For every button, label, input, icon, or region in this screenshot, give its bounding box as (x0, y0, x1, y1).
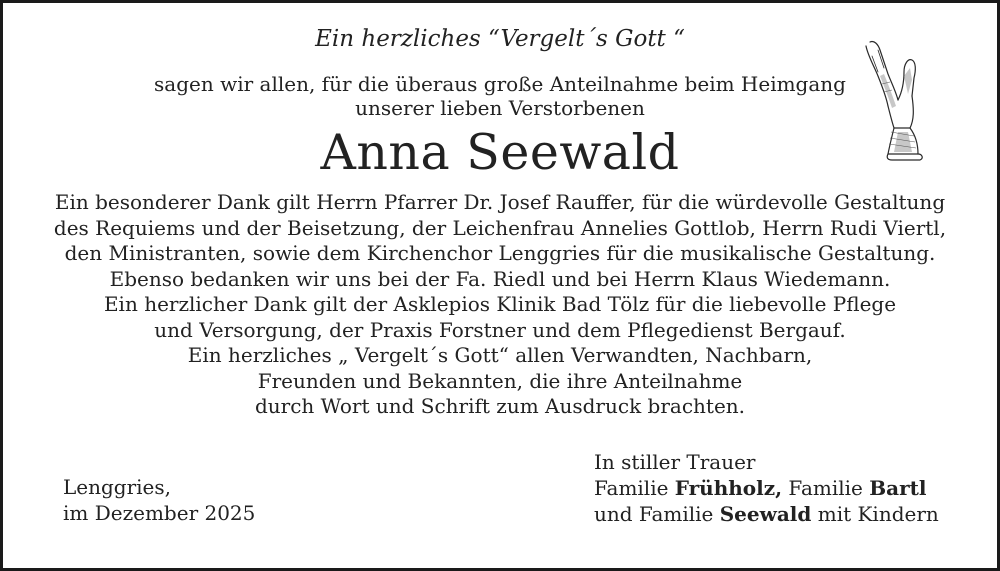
families-text: Familie (782, 476, 870, 500)
thanks-text (0, 190, 1000, 420)
family-name-bartl: Bartl (869, 476, 927, 500)
thanks-line: Ein besonderer Dank gilt Herrn Pfarrer Dr. Josef Rauffer, für die würdevolle Gestaltung (54, 190, 946, 214)
thanks-line: Ebenso bedanken wir uns bei der Fa. Riedl und bei Herrn Klaus Wiedemann. (109, 266, 891, 291)
headline: Ein herzliches “Vergelt´s Gott “ (315, 26, 685, 52)
families-line-2 (594, 501, 939, 527)
families-text: Familie (594, 476, 675, 500)
intro-line-1: sagen wir allen, für die überaus große Anteilnahme beim Heimgang (154, 72, 846, 96)
families-text: und Familie (594, 502, 720, 526)
thanks-line: Freunden und Bekannten, die ihre Anteilnahme (257, 368, 743, 393)
place-date (63, 474, 255, 526)
thanks-line: und Versorgung, der Praxis Forstner und dem Pflegedienst Bergauf. (154, 317, 846, 342)
deceased-name: Anna Seewald (320, 124, 680, 181)
place: Lenggries, (63, 475, 172, 499)
mourners-signature (594, 449, 939, 527)
thanks-line: Ein herzliches „ Vergelt´s Gott“ allen Verwandten, Nachbarn, (187, 343, 813, 367)
intro-line-2: unserer lieben Verstorbenen (355, 96, 645, 120)
family-name-seewald: Seewald (719, 502, 812, 526)
thanks-line: Ein herzlicher Dank gilt der Asklepios Klinik Bad Tölz für die liebevolle Pflege (103, 292, 897, 316)
family-name-fruehholz: Frühholz, (674, 476, 783, 500)
families-text: mit Kindern (811, 502, 939, 526)
thanks-line: durch Wort und Schrift zum Ausdruck brachten. (254, 394, 746, 418)
thanks-line: des Requiems und der Beisetzung, der Leichenfrau Annelies Gottlob, Herrn Rudi Viertl, (53, 215, 947, 240)
mourning-label: In stiller Trauer (594, 450, 756, 474)
thanks-line: den Ministranten, sowie dem Kirchenchor Lenggries für die musikalische Gestaltung. (64, 241, 936, 265)
praying-hands-icon (858, 36, 932, 162)
date: im Dezember 2025 (63, 501, 256, 525)
families-line-1 (594, 475, 939, 501)
